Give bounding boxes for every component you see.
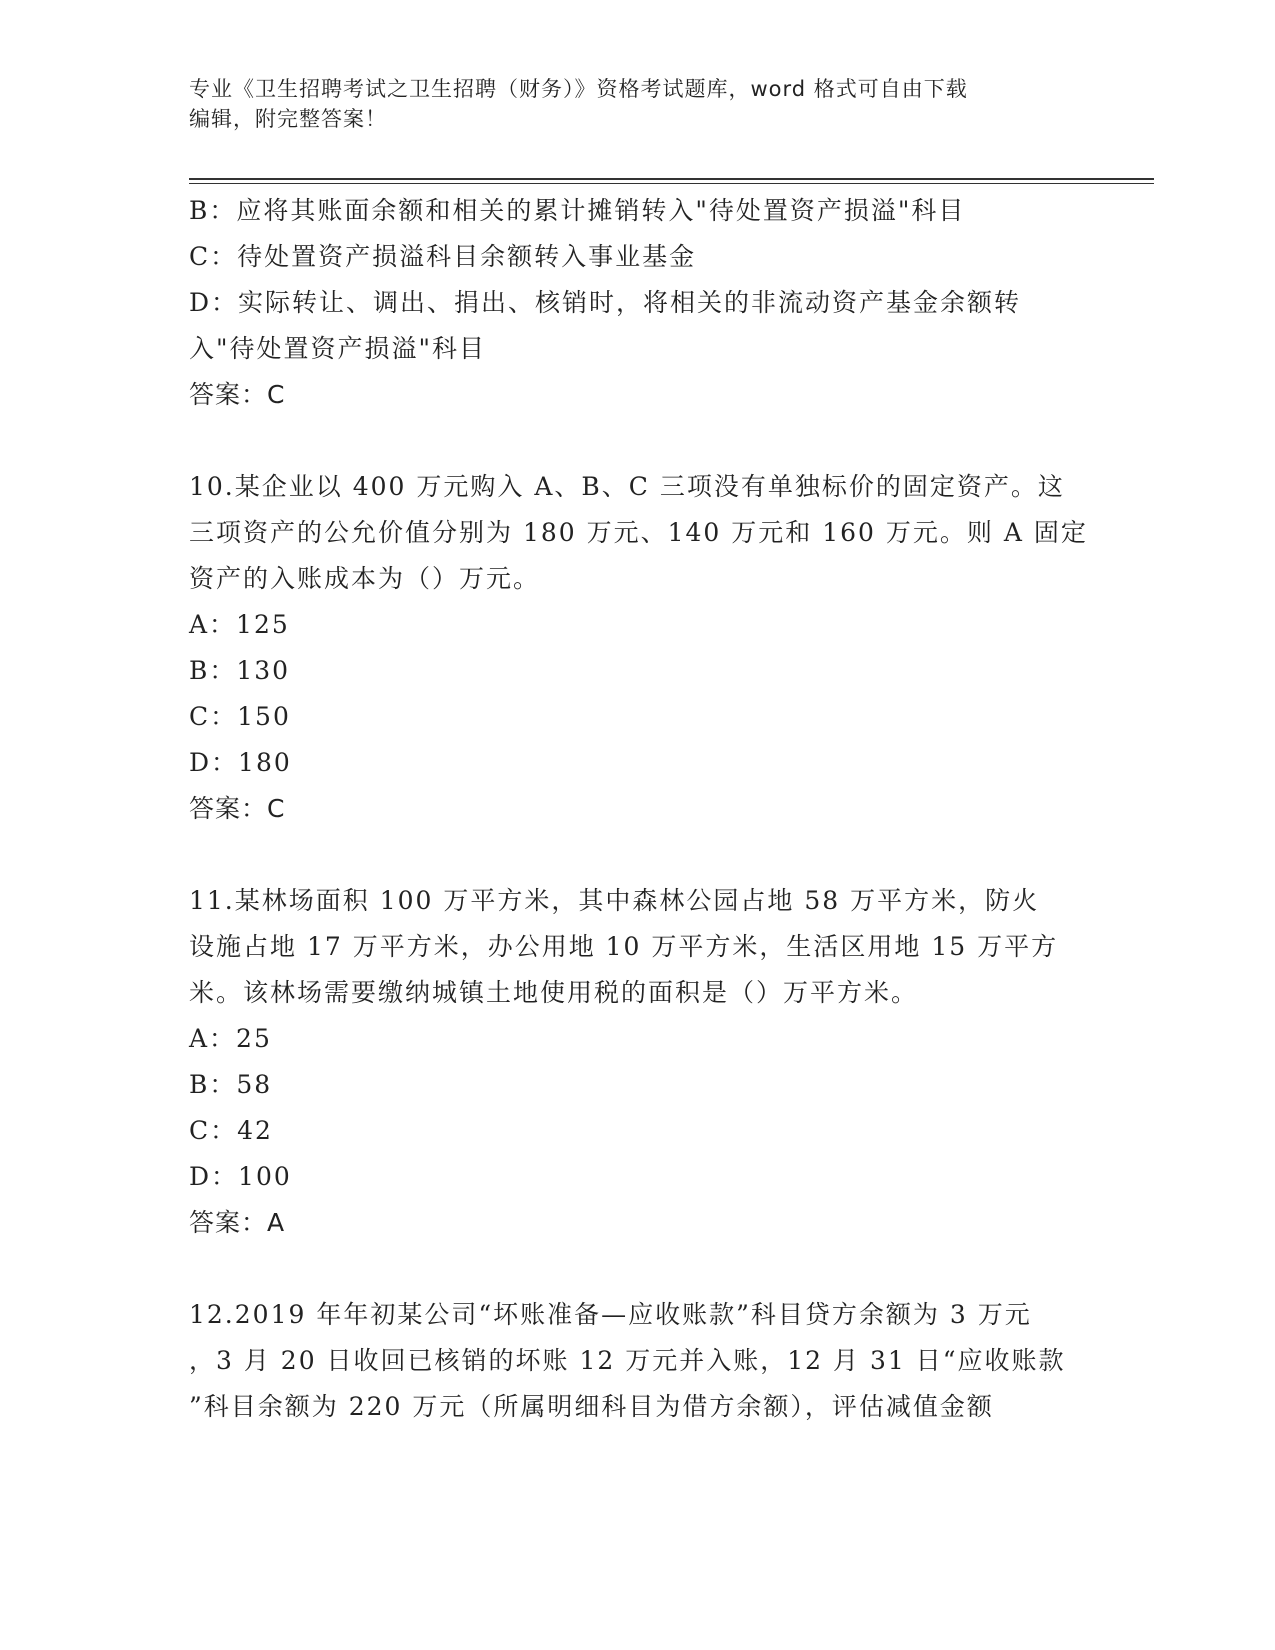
- header-divider-thick: [189, 178, 1154, 180]
- option-b: B：130: [189, 656, 291, 685]
- answer: 答案：A: [189, 1208, 286, 1237]
- question-10: [189, 464, 1088, 832]
- option-d: D：实际转让、调出、捐出、核销时，将相关的非流动资产基金余额转: [189, 288, 1022, 317]
- option-b: B：应将其账面余额和相关的累计摊销转入"待处置资产损溢"科目: [189, 196, 966, 225]
- question-stem: ，3 月 20 日收回已核销的坏账 12 万元并入账，12 月 31 日“应收账款: [189, 1346, 1066, 1375]
- question-stem: 设施占地 17 万平方米，办公用地 10 万平方米，生活区用地 15 万平方: [189, 932, 1059, 961]
- question-stem: 米。该林场需要缴纳城镇土地使用税的面积是（）万平方米。: [189, 978, 919, 1007]
- header-line-2: 编辑，附完整答案！: [189, 107, 387, 131]
- question-11: [189, 878, 1079, 1246]
- question-12: [189, 1292, 1079, 1430]
- spacer: [189, 1246, 1079, 1292]
- spacer: [189, 832, 1079, 878]
- option-a: A：125: [189, 610, 290, 639]
- option-c: C：待处置资产损溢科目余额转入事业基金: [189, 242, 697, 271]
- question-9: [189, 188, 1079, 418]
- page-header: [189, 74, 1089, 134]
- question-stem: 三项资产的公允价值分别为 180 万元、140 万元和 160 万元。则 A 固定: [189, 518, 1088, 547]
- option-d-continued: 入"待处置资产损溢"科目: [189, 334, 486, 363]
- option-d: D：100: [189, 1162, 292, 1191]
- question-stem: 10.某企业以 400 万元购入 A、B、C 三项没有单独标价的固定资产。这: [189, 472, 1065, 501]
- question-content: [189, 188, 1088, 1430]
- question-stem: ”科目余额为 220 万元（所属明细科目为借方余额），评估减值金额: [189, 1392, 994, 1421]
- question-stem: 资产的入账成本为（）万元。: [189, 564, 541, 593]
- option-d: D：180: [189, 748, 292, 777]
- answer: 答案：C: [189, 794, 286, 823]
- header-line-1: 专业《卫生招聘考试之卫生招聘（财务）》资格考试题库，word 格式可自由下载: [189, 77, 968, 101]
- header-divider-thin: [189, 183, 1154, 184]
- option-c: C：150: [189, 702, 291, 731]
- question-stem: 12.2019 年年初某公司“坏账准备—应收账款”科目贷方余额为 3 万元: [189, 1300, 1032, 1329]
- spacer: [189, 418, 1079, 464]
- question-stem: 11.某林场面积 100 万平方米，其中森林公园占地 58 万平方米，防火: [189, 886, 1040, 915]
- option-a: A：25: [189, 1024, 272, 1053]
- answer: 答案：C: [189, 380, 286, 409]
- option-c: C：42: [189, 1116, 273, 1145]
- option-b: B：58: [189, 1070, 273, 1099]
